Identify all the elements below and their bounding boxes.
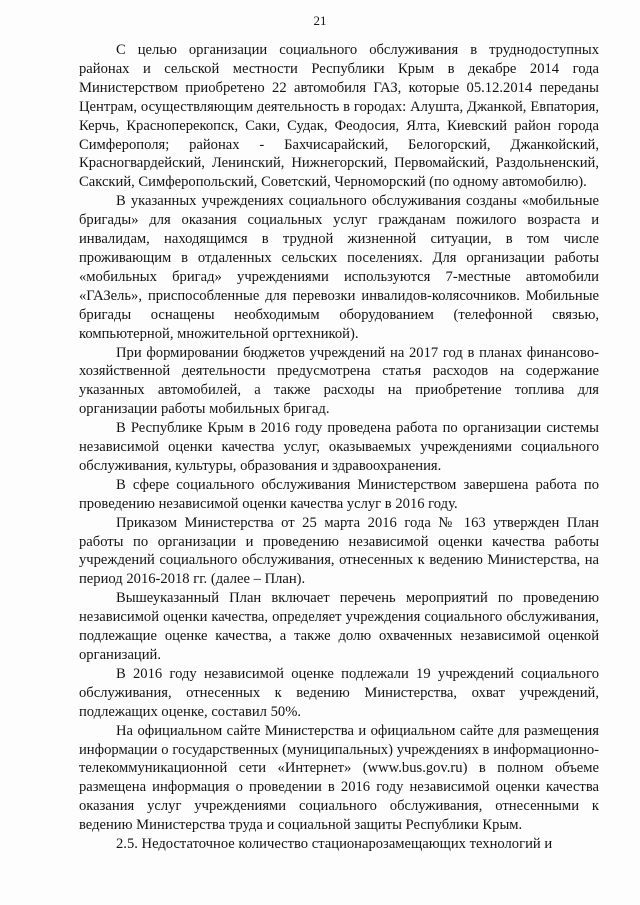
paragraph-ministry-order: Приказом Министерства от 25 марта 2016 года № 163 утвержден План работы по организации и проведению независимой оценки качества работы учреждений социального обслуживания, отнесенных к ведению Министерства, на период 2016-2018 гг. (далее – План). [79, 514, 599, 588]
paragraph-assessment-completed: В сфере социального обслуживания Министерством завершена работа по проведению независимой оценки качества услуг в 2016 году. [79, 476, 599, 512]
paragraph-website-publication: На официальном сайте Министерства и официальном сайте для размещения информации о государственных (муниципальных) учреждениях в информационно-телекоммуникационной сети «Интернет» (www.bus.gov.ru) в полном объеме размещена информация о проведении в 2016 году независимой оценки качества оказания услуг учреждениями социального обслуживания, отнесенными к ведению Министерства труда и социальной защиты Республики Крым. [79, 722, 599, 834]
paragraph-independent-assessment-system: В Республике Крым в 2016 году проведена работа по организации системы независимой оценки качества услуг, оказываемых учреждениями социального обслуживания, культуры, образования и здравоохранения. [79, 420, 599, 474]
document-body [79, 41, 599, 854]
paragraph-section-2-5: 2.5. Недостаточное количество стационарозамещающих технологий и [116, 836, 553, 853]
paragraph-assessment-coverage: В 2016 году независимой оценке подлежали 19 учреждений социального обслуживания, отнесенных к ведению Министерства, охват учреждений, подлежащих оценке, составил 50%. [79, 665, 599, 720]
paragraph-budget-2017: При формировании бюджетов учреждений на 2017 год в планах финансово-хозяйственной деятельности предусмотрена статья расходов на содержание указанных автомобилей, а также расходы на приобретение топлива для организации работы мобильных бригад. [79, 344, 599, 418]
page-number: 21 [313, 13, 327, 28]
paragraph-mobile-brigades: В указанных учреждениях социального обслуживания созданы «мобильные бригады» для оказания социальных услуг гражданам пожилого возраста и инвалидам, находящимся в трудной жизненной ситуации, в том числе проживающим в отдаленных сельских поселениях. Для организации работы «мобильных бригад» учреждениями используются 7-местные автомобили «ГАЗель», приспособленные для перевозки инвалидов-колясочников. Мобильные бригады оснащены необходимым оборудованием (телефонной связью, компьютерной, множительной оргтехникой). [79, 193, 599, 342]
paragraph-vehicles-purchase: С целью организации социального обслуживания в труднодоступных районах и сельской местности Республики Крым в декабре 2014 года Министерством приобретено 22 автомобиля ГАЗ, которые 05.12.2014 переданы Центрам, осуществляющим деятельность в городах: Алушта, Джанкой, Евпатория, Керчь, Красноперекопск, Саки, Судак, Феодосия, Ялта, Киевский район города Симферополя; районах - Бахчисарайский, Белогорский, Джанкойский, Красногвардейский, Ленинский, Нижнегорский, Первомайский, Раздольненский, Сакский, Симферопольский, Советский, Черноморский (по одному автомобилю). [79, 42, 599, 191]
paragraph-plan-contents: Вышеуказанный План включает перечень мероприятий по проведению независимой оценки качества, определяет учреждения социального обслуживания, подлежащие оценке качества, а также долю охваченных независимой оценкой организаций. [79, 590, 599, 663]
